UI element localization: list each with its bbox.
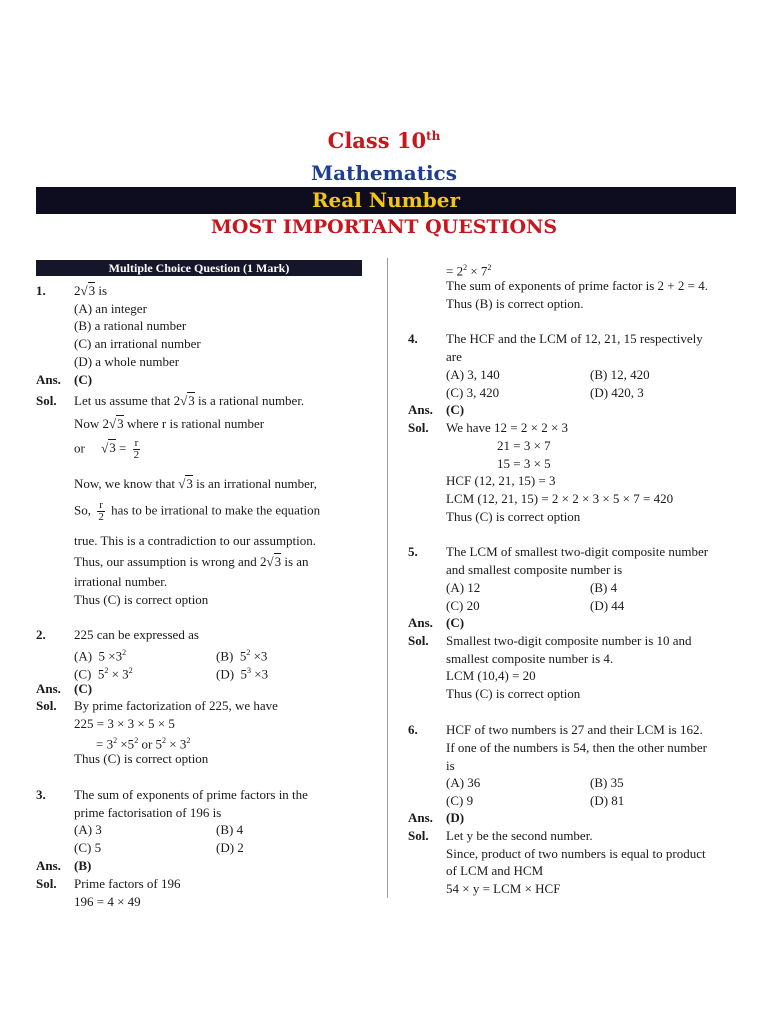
answer-label: Ans. — [36, 681, 61, 696]
solution-line: Since, product of two numbers is equal to product — [446, 846, 706, 861]
option: (A) 12 — [446, 580, 481, 595]
solution-line: of LCM and HCM — [446, 863, 544, 878]
solution-line: Thus (C) is correct option — [446, 686, 581, 701]
solution-line: Now 2√3 where r is rational number — [74, 416, 265, 431]
question-stem: 2√3 is — [74, 283, 108, 298]
option: (C) 5 — [74, 840, 102, 855]
solution-line: We have 12 = 2 × 2 × 3 — [446, 420, 569, 435]
solution-line: 225 = 3 × 3 × 5 × 5 — [74, 716, 175, 731]
chapter-banner: Real Number — [36, 187, 736, 214]
option: (A) $5 \times 3^2$ — [74, 648, 127, 664]
solution-line: = $3^2 \times 5^2$ or $5^2 \times 3^2$ — [96, 736, 191, 752]
solution-label: Sol. — [408, 420, 429, 435]
option: (C) 3, 420 — [446, 385, 500, 400]
column-divider — [387, 258, 388, 898]
solution-line: 21 = 3 × 7 — [497, 438, 551, 453]
subject-title: Mathematics — [311, 161, 457, 185]
answer-label: Ans. — [36, 858, 61, 873]
option: (B) 35 — [590, 775, 624, 790]
solution-line: So, $\frac{r}{2}$ has to be irrational to make the equation — [74, 499, 321, 523]
solution-line: LCM (10,4) = 20 — [446, 668, 536, 683]
option: (A) 3, 140 — [446, 367, 500, 382]
solution-line: Smallest two-digit composite number is 10 and — [446, 633, 692, 648]
solution-line: Thus, our assumption is wrong and 2√3 is an — [74, 554, 309, 569]
solution-label: Sol. — [36, 393, 57, 408]
answer-value: (D) — [446, 810, 465, 825]
page-subtitle: MOST IMPORTANT QUESTIONS — [210, 216, 558, 238]
solution-line: By prime factorization of 225, we have — [74, 698, 278, 713]
question-stem: The HCF and the LCM of 12, 21, 15 respectively — [446, 331, 703, 346]
option: (A) 3 — [74, 822, 102, 837]
section-header: Multiple Choice Question (1 Mark) — [36, 260, 362, 276]
question-number: 3. — [36, 787, 46, 802]
option: (C) 9 — [446, 793, 474, 808]
solution-line: The sum of exponents of prime factor is 2 + 2 = 4. — [446, 278, 708, 293]
answer-label: Ans. — [36, 372, 61, 387]
option: (C) 20 — [446, 598, 480, 613]
answer-label: Ans. — [408, 615, 433, 630]
option: (A) 36 — [446, 775, 481, 790]
solution-line: 54 × y = LCM × HCF — [446, 881, 561, 896]
class-title: Class 10th — [327, 128, 441, 153]
solution-line: Now, we know that √3 is an irrational number, — [74, 476, 317, 491]
option: (C) $5^2 \times 3^2$ — [74, 666, 133, 682]
question-number: 4. — [408, 331, 418, 346]
solution-line: Thus (C) is correct option — [74, 751, 209, 766]
option: (B) 4 — [216, 822, 244, 837]
question-stem: are — [446, 349, 462, 364]
question-number: 2. — [36, 627, 46, 642]
solution-line: or √3 = $\frac{r}{2}$ — [74, 437, 140, 461]
solution-line: smallest composite number is 4. — [446, 651, 614, 666]
option: (D) 81 — [590, 793, 625, 808]
option: (B) $5^2 \times 3$ — [216, 648, 268, 664]
answer-label: Ans. — [408, 402, 433, 417]
question-stem: The LCM of smallest two-digit composite number — [446, 544, 709, 559]
answer-label: Ans. — [408, 810, 433, 825]
solution-line: Thus (C) is correct option — [74, 592, 209, 607]
question-number: 6. — [408, 722, 418, 737]
option: (C) an irrational number — [74, 336, 201, 351]
solution-line: Prime factors of 196 — [74, 876, 181, 891]
solution-line: Let us assume that 2√3 is a rational number. — [74, 393, 305, 408]
option: (D) a whole number — [74, 354, 180, 369]
solution-line: Thus (C) is correct option — [446, 509, 581, 524]
solution-label: Sol. — [36, 876, 57, 891]
answer-value: (B) — [74, 858, 92, 873]
option: (B) 4 — [590, 580, 618, 595]
option: (D) $5^3 \times 3$ — [216, 666, 269, 682]
answer-value: (C) — [74, 681, 93, 696]
question-stem: If one of the numbers is 54, then the other number — [446, 740, 708, 755]
question-number: 5. — [408, 544, 418, 559]
option: (B) 12, 420 — [590, 367, 650, 382]
solution-line: Let y be the second number. — [446, 828, 593, 843]
question-stem: 225 can be expressed as — [74, 627, 199, 642]
question-stem: and smallest composite number is — [446, 562, 623, 577]
question-stem: HCF of two numbers is 27 and their LCM is 162. — [446, 722, 703, 737]
solution-line: irrational number. — [74, 574, 168, 589]
option: (D) 44 — [590, 598, 625, 613]
solution-line: 15 = 3 × 5 — [497, 456, 551, 471]
answer-value: (C) — [74, 372, 93, 387]
answer-value: (C) — [446, 615, 465, 630]
solution-line: LCM (12, 21, 15) = 2 × 2 × 3 × 5 × 7 = 420 — [446, 491, 674, 506]
solution-line: = $2^2 \times 7^2$ — [446, 263, 492, 279]
answer-value: (C) — [446, 402, 465, 417]
solution-line: HCF (12, 21, 15) = 3 — [446, 473, 556, 488]
option: (B) a rational number — [74, 318, 187, 333]
option: (A) an integer — [74, 301, 147, 316]
solution-label: Sol. — [36, 698, 57, 713]
solution-line: true. This is a contradiction to our assumption. — [74, 533, 317, 548]
solution-label: Sol. — [408, 828, 429, 843]
option: (D) 420, 3 — [590, 385, 644, 400]
question-stem: is — [446, 758, 455, 773]
solution-label: Sol. — [408, 633, 429, 648]
solution-line: 196 = 4 × 49 — [74, 894, 141, 909]
question-stem: prime factorisation of 196 is — [74, 805, 222, 820]
question-stem: The sum of exponents of prime factors in the — [74, 787, 308, 802]
question-number: 1. — [36, 283, 46, 298]
option: (D) 2 — [216, 840, 244, 855]
solution-line: Thus (B) is correct option. — [446, 296, 584, 311]
